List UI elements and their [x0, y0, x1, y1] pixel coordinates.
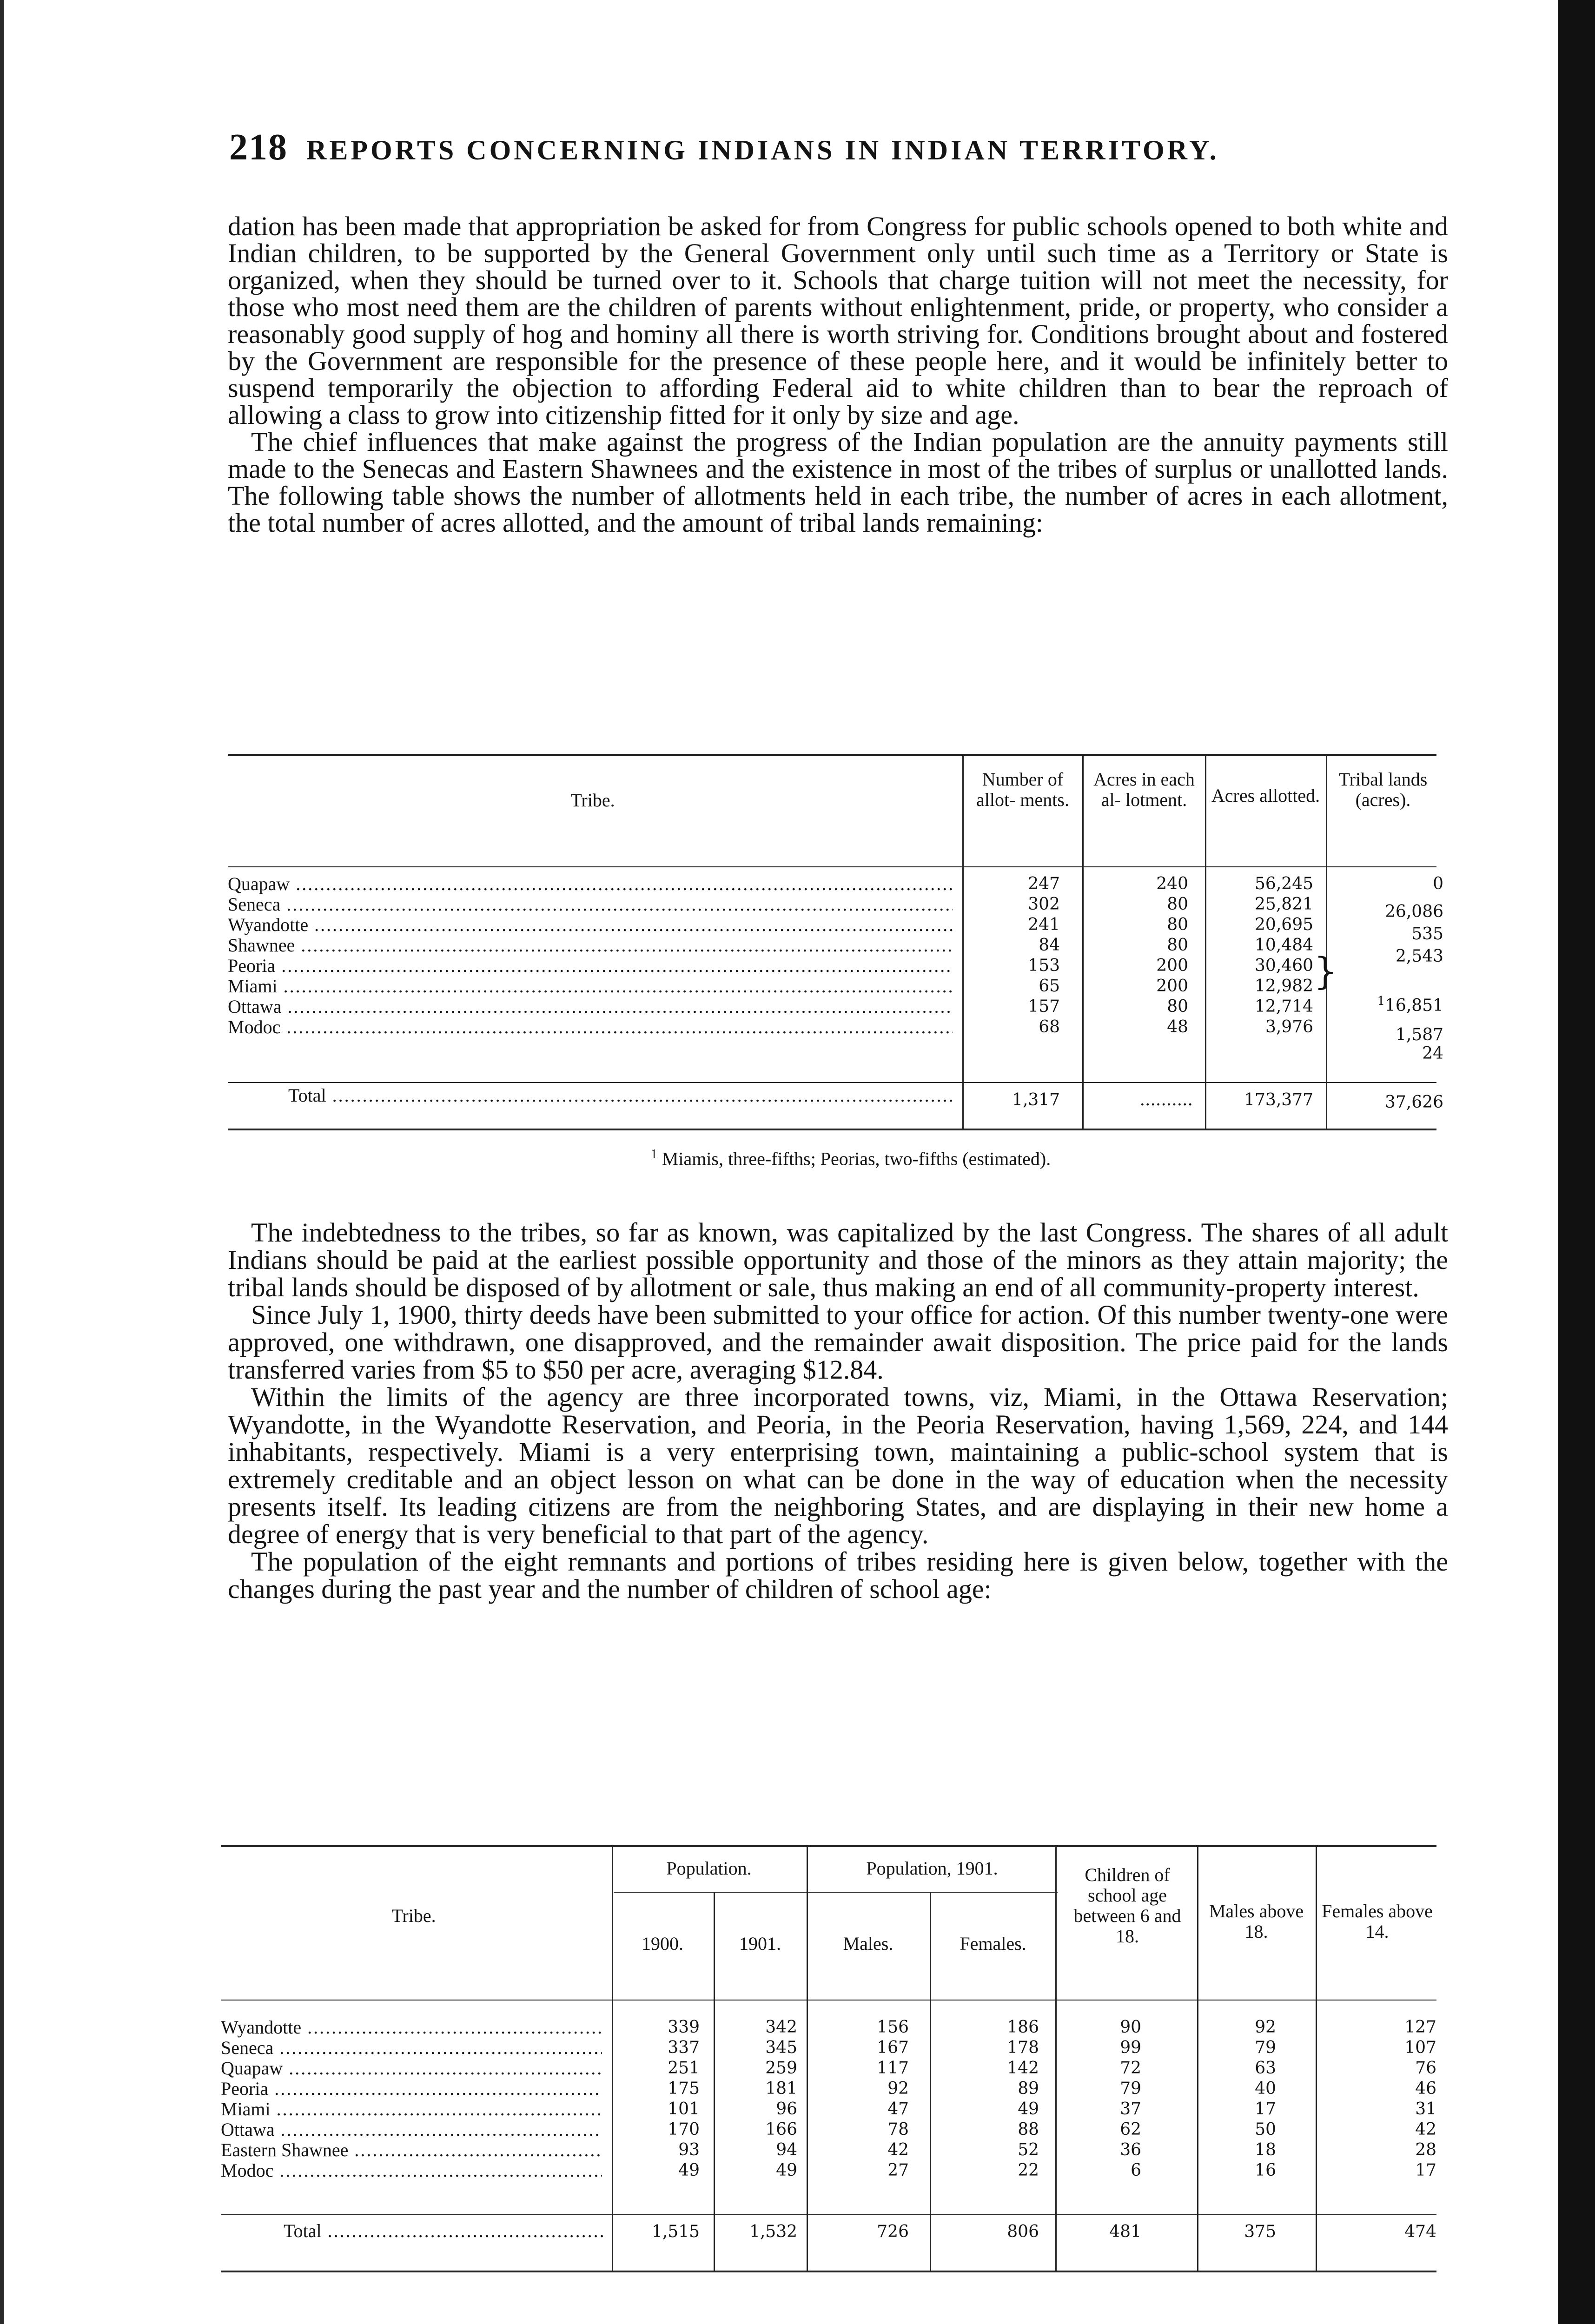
- table-cell: 181: [765, 2079, 797, 2098]
- table-cell: 30,460: [1255, 956, 1313, 975]
- total-cell: 726: [877, 2222, 909, 2241]
- table-cell: 84: [1039, 936, 1060, 955]
- table-cell: 79: [1120, 2079, 1141, 2098]
- table-cell: 153: [1028, 956, 1060, 975]
- table-cell: 49: [1018, 2100, 1039, 2119]
- table-rule: [221, 2214, 1436, 2215]
- table-vrule: [612, 1845, 613, 2271]
- table-cell: 0: [1433, 874, 1443, 893]
- table-cell: 1,587: [1395, 1025, 1443, 1044]
- paragraph: The indebtedness to the tribes, so far as known, was capitalized by the last Congress. The shares of all adult Indians should be paid at the earliest possible opportunity and those of the minors as they attain majority; the tribal lands should be disposed of by allotment or sale, thus making an end of all community-property interest.: [228, 1217, 1448, 1302]
- table-cell: 259: [765, 2059, 797, 2078]
- table-cell: 107: [1404, 2038, 1436, 2057]
- table-vrule: [1205, 754, 1206, 1129]
- table-cell: 200: [1156, 977, 1188, 996]
- table-cell: 27: [887, 2161, 909, 2180]
- table-vrule: [1055, 1845, 1057, 2271]
- table-cell: 6: [1131, 2161, 1141, 2180]
- table-cell: 40: [1255, 2079, 1276, 2098]
- paragraph: Within the limits of the agency are three incorporated towns, viz, Miami, in the Ottawa Reservation; Wyandotte, in the Wyandotte Reservation, and Peoria, in the Peoria Reservation, having 1,569, 224, and 144 inhabitants, respectively. Miami is a very enterprising town, maintaining a public-school system that is extremely creditable and an object lesson on what can be done in the way of education when the necessity presents itself. Its leading citizens are from the neighboring States, and are displaying in their new home a degree of energy that is very beneficial to that part of the agency.: [228, 1382, 1448, 1549]
- table-cell: 337: [668, 2038, 700, 2057]
- table-rule: [221, 2271, 1436, 2272]
- table-cell: 79: [1255, 2038, 1276, 2057]
- table-cell: 10,484: [1255, 936, 1313, 955]
- table-cell: 56,245: [1255, 874, 1313, 893]
- table-cell: 142: [1007, 2059, 1039, 2078]
- total-cell: 1,515: [651, 2222, 700, 2241]
- table-cell: 101: [668, 2100, 700, 2119]
- total-label: Total .....: [288, 1085, 953, 1106]
- table-cell: 68: [1039, 1017, 1060, 1037]
- table-cell: 170: [668, 2120, 700, 2139]
- total-cell: 173,377: [1244, 1090, 1313, 1109]
- table-cell: 157: [1028, 997, 1060, 1016]
- table-cell: 76: [1415, 2059, 1436, 2078]
- table-rule: [228, 1129, 1436, 1130]
- column-header-males: Males.: [843, 1933, 893, 1954]
- table-vrule: [714, 1892, 715, 2271]
- table-cell: 12,714: [1255, 997, 1313, 1016]
- column-header-allotments: Number of allot- ments.: [976, 769, 1069, 810]
- table-row-tribe: Wyandotte .....: [221, 2017, 602, 2038]
- table-vrule: [1197, 1845, 1198, 2271]
- column-header-children: Children of school age between 6 and 18.: [1073, 1864, 1181, 1947]
- footnote-text: Miamis, three-fifths; Peorias, two-fifths (estimated).: [662, 1148, 1051, 1169]
- table-cell: 186: [1007, 2018, 1039, 2037]
- table-cell: 88: [1018, 2120, 1039, 2139]
- table-row-tribe: Modoc .....: [228, 1017, 953, 1037]
- scan-dark-edge: [1558, 0, 1595, 2324]
- table-row-tribe: Miami .....: [221, 2099, 602, 2119]
- table-cell: 167: [877, 2038, 909, 2057]
- table-cell: 94: [776, 2140, 797, 2159]
- table-cell: 247: [1028, 874, 1060, 893]
- table-vrule: [962, 754, 964, 1129]
- table-cell: 90: [1120, 2018, 1141, 2037]
- table-cell: 3,976: [1265, 1017, 1313, 1037]
- table-cell: 80: [1167, 936, 1188, 955]
- table-cell: 17: [1255, 2100, 1276, 2119]
- column-header-acres-allotted: Acres allotted.: [1211, 785, 1320, 806]
- table-cell: 52: [1018, 2140, 1039, 2159]
- table-row-tribe: Eastern Shawnee .....: [221, 2140, 602, 2160]
- column-header-acres-each: Acres in each al- lotment.: [1093, 769, 1195, 810]
- table-cell: 156: [877, 2018, 909, 2037]
- total-cell: ..........: [1139, 1090, 1193, 1109]
- column-header-tribe: Tribe.: [391, 1905, 436, 1926]
- total-cell: 806: [1007, 2222, 1039, 2241]
- table-cell: 2,543: [1395, 947, 1443, 966]
- column-header-females: Females.: [960, 1933, 1026, 1954]
- table-cell: 22: [1018, 2161, 1039, 2180]
- table-cell: 251: [668, 2059, 700, 2078]
- table-cell: 339: [668, 2018, 700, 2037]
- table-cell: 63: [1255, 2059, 1276, 2078]
- table-cell: 18: [1255, 2140, 1276, 2159]
- total-cell: 37,626: [1385, 1093, 1443, 1112]
- paragraph: The chief influences that make against the progress of the Indian population are the annuity payments still made to the Senecas and Eastern Shawnees and the existence in most of the tribes of surplus or unallotted lands. The following table shows the number of allotments held in each tribe, the number of acres in each allotment, the total number of acres allotted, and the amount of tribal lands remaining:: [228, 427, 1448, 538]
- table-vrule: [807, 1845, 808, 2271]
- table-cell: 96: [776, 2100, 797, 2119]
- running-head: [229, 126, 1382, 173]
- text-block-top: [228, 213, 1448, 536]
- text-block-middle: [228, 1219, 1448, 1603]
- column-header-tribe: Tribe.: [570, 790, 615, 811]
- table-cell: 92: [1255, 2018, 1276, 2037]
- column-header-tribal-lands: Tribal lands (acres).: [1338, 769, 1428, 810]
- table-footnote: [502, 1147, 1199, 1169]
- table-rule: [228, 1082, 1436, 1083]
- table-cell: 92: [887, 2079, 909, 2098]
- table-cell: 49: [678, 2161, 700, 2180]
- table-rule: [228, 866, 1436, 867]
- table-cell: 302: [1028, 895, 1060, 914]
- table-cell: 25,821: [1255, 895, 1313, 914]
- table-vrule: [930, 1892, 931, 2271]
- table-cell: 42: [887, 2140, 909, 2159]
- table-cell: 200: [1156, 956, 1188, 975]
- table-cell: 65: [1039, 977, 1060, 996]
- table-row-tribe: Peoria .....: [221, 2079, 602, 2099]
- table-cell-bracketed: [1330, 991, 1443, 1016]
- table-row-tribe: Shawnee .....: [228, 935, 953, 956]
- brace-icon: }: [1314, 950, 1337, 993]
- table-vrule: [1316, 1845, 1317, 2271]
- table-rule: [614, 1892, 1058, 1893]
- table-row-tribe: Seneca .....: [221, 2038, 602, 2058]
- table-cell: 17: [1415, 2161, 1436, 2180]
- table-cell: 345: [765, 2038, 797, 2057]
- table-cell: 80: [1167, 915, 1188, 934]
- total-cell: 1,317: [1012, 1090, 1060, 1109]
- table-cell: 127: [1404, 2018, 1436, 2037]
- table-row-tribe: Wyandotte .....: [228, 915, 953, 935]
- column-header-males-above: Males above 18.: [1209, 1901, 1304, 1942]
- table-row-tribe: Ottawa .....: [228, 997, 953, 1017]
- total-label: Total .....: [284, 2221, 604, 2241]
- table-cell: 99: [1120, 2038, 1141, 2057]
- total-cell: 375: [1244, 2222, 1276, 2241]
- table-cell: 46: [1415, 2079, 1436, 2098]
- table-cell: 535: [1411, 924, 1443, 944]
- table-row-tribe: Quapaw .....: [228, 874, 953, 894]
- table-rule: [228, 754, 1436, 756]
- total-cell: 474: [1404, 2222, 1436, 2241]
- table-cell: 175: [668, 2079, 700, 2098]
- table-cell: 241: [1028, 915, 1060, 934]
- table-cell: 178: [1007, 2038, 1039, 2057]
- table-row-tribe: Peoria .....: [228, 956, 953, 976]
- table-cell: 78: [887, 2120, 909, 2139]
- table-cell: 28: [1415, 2140, 1436, 2159]
- table-cell: 16: [1255, 2161, 1276, 2180]
- table-cell: 37: [1120, 2100, 1141, 2119]
- paragraph: dation has been made that appropriation be asked for from Congress for public schools opened to both white and Indian children, to be supported by the General Government only until such time as a Territory or State is organized, when they should be turned over to it. Schools that charge tuition will not meet the necessity, for those who most need them are the children of parents without enlightenment, pride, or property, who consider a reasonably good supply of hog and hominy all there is worth striving for. Conditions brought about and fostered by the Government are responsible for the presence of these people here, and it would be infinitely better to suspend temporarily the objection to affording Federal aid to white children than to bear the reproach of allowing a class to grow into citizenship fitted for it only by size and age.: [228, 211, 1448, 430]
- footnote-mark: 1: [1377, 994, 1385, 1008]
- table-cell: 24: [1422, 1044, 1443, 1063]
- paragraph: The population of the eight remnants and portions of tribes residing here is given below, together with the changes during the past year and the number of children of school age:: [228, 1546, 1448, 1604]
- bracketed-value: 16,851: [1385, 996, 1443, 1015]
- table-cell: 72: [1120, 2059, 1141, 2078]
- running-title: REPORTS CONCERNING INDIANS IN INDIAN TERRITORY.: [306, 135, 1219, 165]
- column-header-1901: 1901.: [739, 1933, 781, 1954]
- table-cell: 342: [765, 2018, 797, 2037]
- table-vrule: [1326, 754, 1327, 1129]
- table-cell: 117: [877, 2059, 909, 2078]
- table-row-tribe: Miami .....: [228, 976, 953, 997]
- table-cell: 62: [1120, 2120, 1141, 2139]
- table-vrule: [1082, 754, 1084, 1129]
- table-cell: 12,982: [1255, 977, 1313, 996]
- table-cell: 26,086: [1385, 902, 1443, 921]
- footnote-mark: 1: [650, 1147, 657, 1162]
- page-left-edge: [0, 0, 4, 2324]
- column-header-population-1901: Population, 1901.: [866, 1858, 998, 1879]
- total-cell: 1,532: [749, 2222, 797, 2241]
- column-header-females-above: Females above 14.: [1322, 1901, 1433, 1942]
- table-cell: 36: [1120, 2140, 1141, 2159]
- table-cell: 89: [1018, 2079, 1039, 2098]
- table-row-tribe: Seneca .....: [228, 894, 953, 915]
- column-header-1900: 1900.: [642, 1933, 683, 1954]
- page-number: 218: [229, 127, 288, 168]
- table-cell: 31: [1415, 2100, 1436, 2119]
- table-cell: 93: [678, 2140, 700, 2159]
- table-cell: 20,695: [1255, 915, 1313, 934]
- table-cell: 50: [1255, 2120, 1276, 2139]
- table-cell: 49: [776, 2161, 797, 2180]
- table-cell: 47: [887, 2100, 909, 2119]
- table-rule: [221, 1845, 1436, 1847]
- table-row-tribe: Ottawa .....: [221, 2119, 602, 2140]
- table-row-tribe: Modoc .....: [221, 2160, 602, 2181]
- table-cell: 48: [1167, 1017, 1188, 1037]
- table-cell: 80: [1167, 895, 1188, 914]
- table-cell: 80: [1167, 997, 1188, 1016]
- paragraph: Since July 1, 1900, thirty deeds have been submitted to your office for action. Of this number twenty-one were approved, one withdrawn, one disapproved, and the remainder await disposition. The price paid for the lands transferred varies from $5 to $50 per acre, averaging $12.84.: [228, 1300, 1448, 1385]
- table-row-tribe: Quapaw .....: [221, 2058, 602, 2079]
- table-cell: 42: [1415, 2120, 1436, 2139]
- column-header-population: Population.: [666, 1858, 752, 1879]
- table-cell: 240: [1156, 874, 1188, 893]
- table-cell: 166: [765, 2120, 797, 2139]
- total-cell: 481: [1109, 2222, 1141, 2241]
